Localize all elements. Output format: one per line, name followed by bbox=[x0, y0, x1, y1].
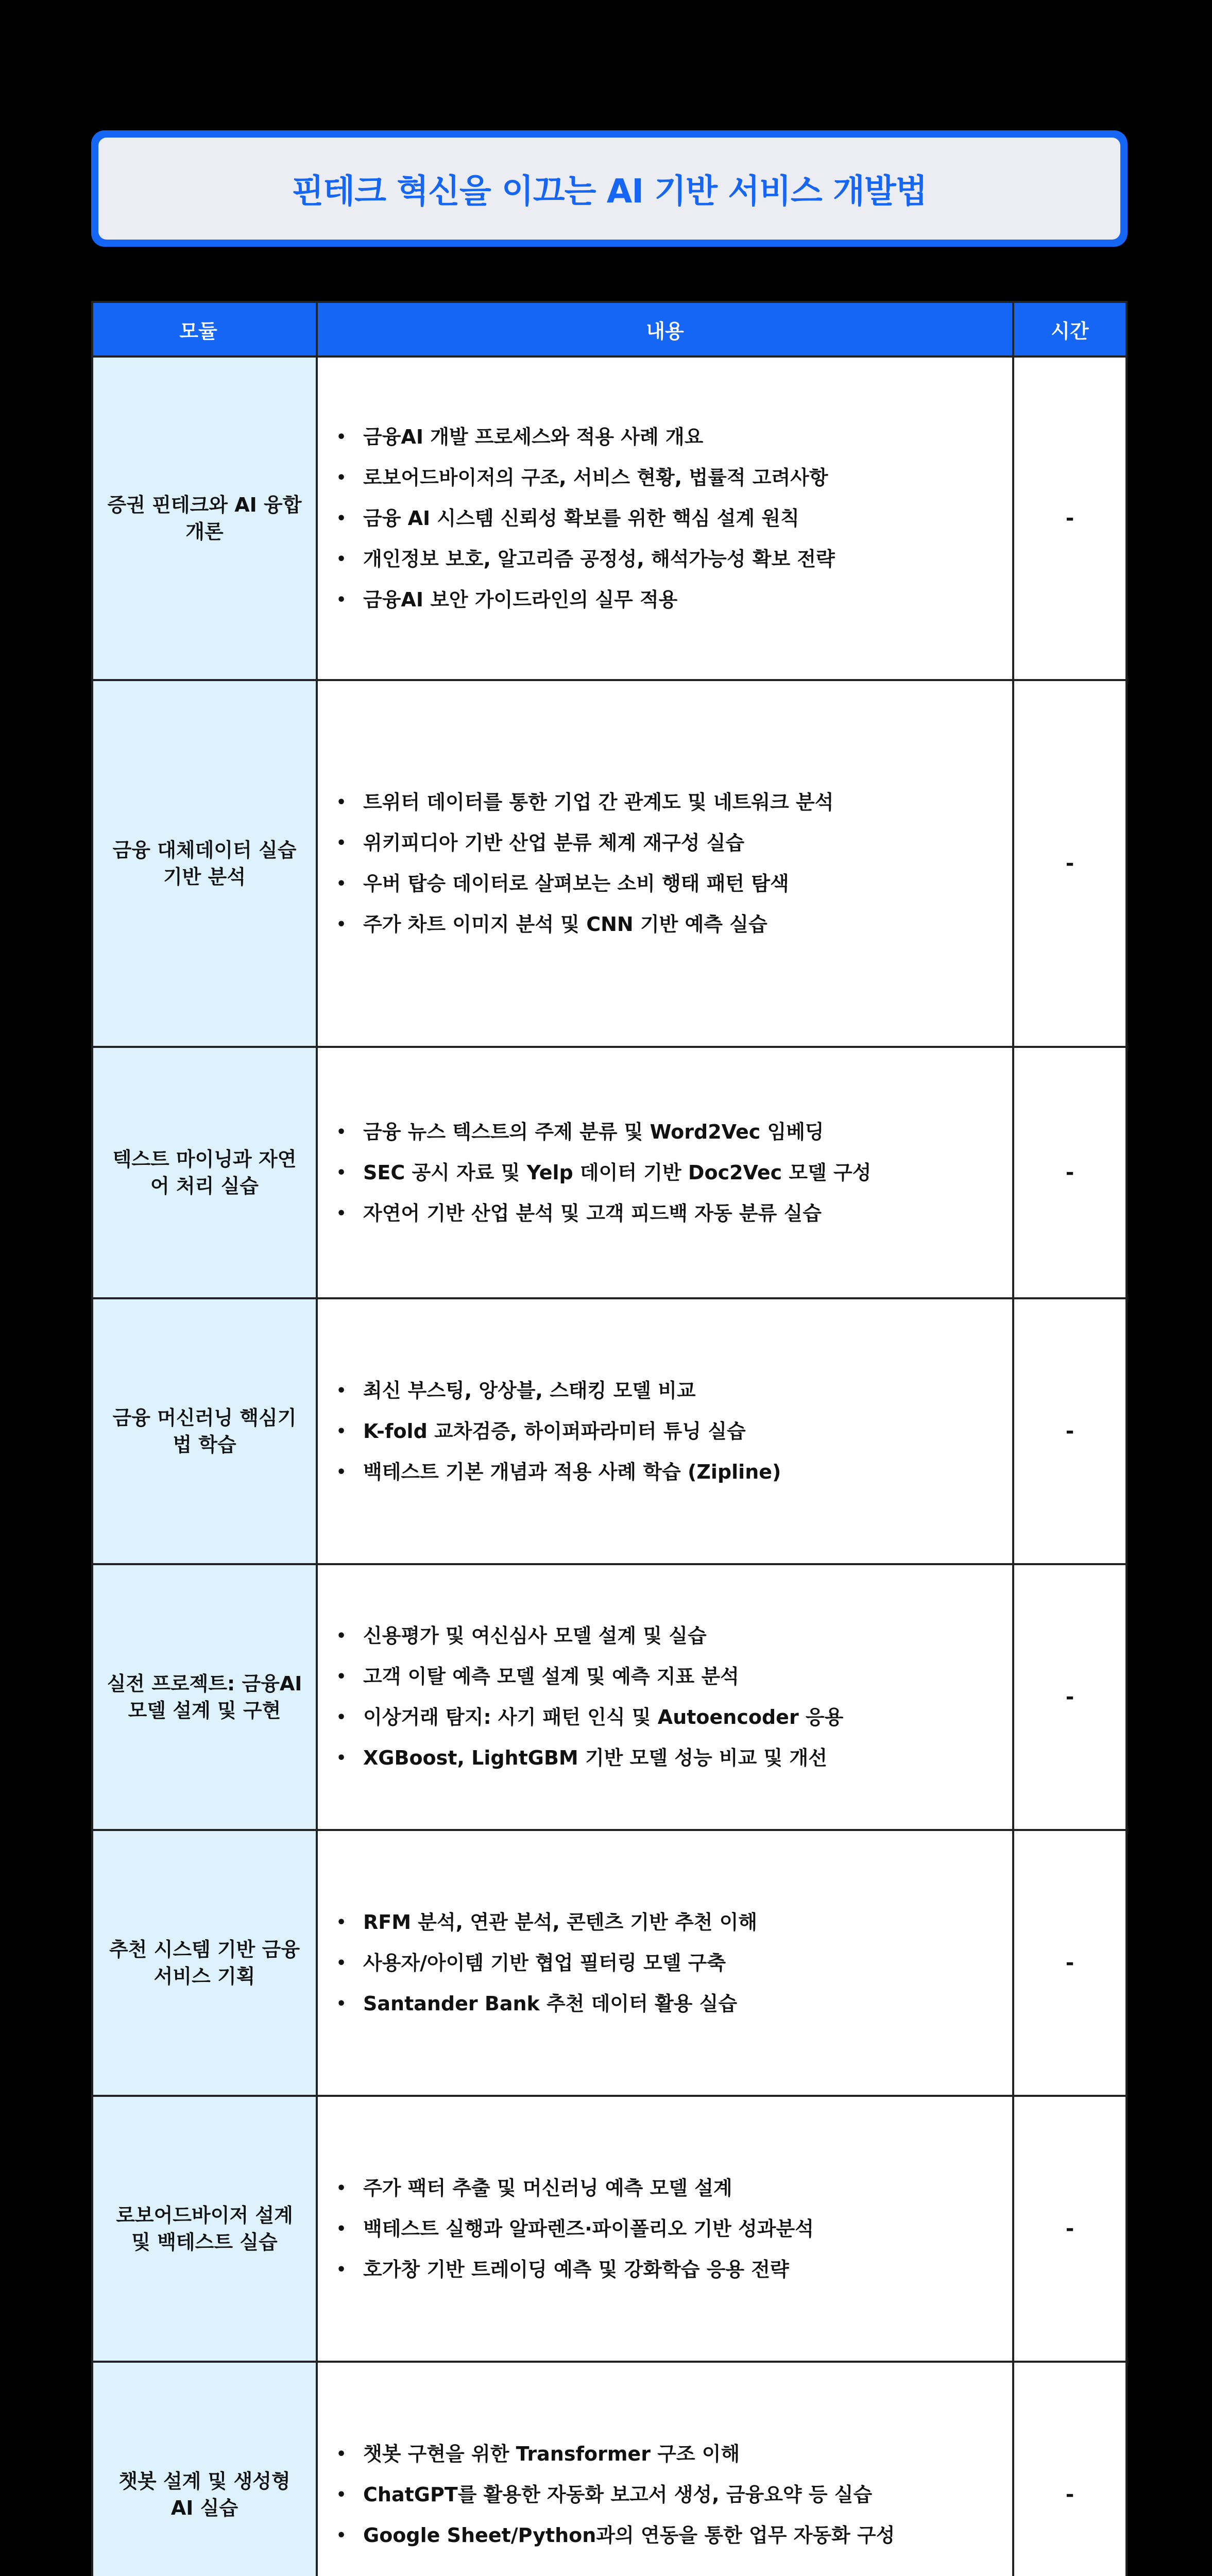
list-item: • 금융 AI 시스템 신뢰성 확보를 위한 핵심 설계 원칙 bbox=[333, 498, 835, 539]
module-content bbox=[318, 1831, 1014, 2095]
module-content bbox=[318, 681, 1014, 1046]
module-name: 텍스트 마이닝과 자연어 처리 실습 bbox=[93, 1048, 318, 1297]
content-list bbox=[333, 1616, 843, 1778]
module-content bbox=[318, 1299, 1014, 1563]
list-item: • XGBoost, LightGBM 기반 모델 성능 비교 및 개선 bbox=[333, 1738, 843, 1778]
module-time: - bbox=[1065, 852, 1074, 875]
header-module: 모듈 bbox=[93, 303, 318, 355]
list-item: • 챗봇 구현을 위한 Transformer 구조 이해 bbox=[333, 2434, 895, 2475]
module-content bbox=[318, 2363, 1014, 2576]
content-list bbox=[333, 2168, 814, 2290]
list-item: • Google Sheet/Python과의 연동을 통한 업무 자동화 구성 bbox=[333, 2515, 895, 2556]
title-banner bbox=[91, 130, 1128, 247]
list-item: • RFM 분석, 연관 분석, 콘텐츠 기반 추천 이해 bbox=[333, 1902, 757, 1943]
module-name: 금융 머신러닝 핵심기법 학습 bbox=[93, 1299, 318, 1563]
table-row bbox=[93, 1046, 1125, 1297]
table-row bbox=[93, 2095, 1125, 2361]
content-list bbox=[333, 1370, 781, 1493]
list-item: • SEC 공시 자료 및 Yelp 데이터 기반 Doc2Vec 모델 구성 bbox=[333, 1153, 871, 1193]
list-item: • 백테스트 기본 개념과 적용 사례 학습 (Zipline) bbox=[333, 1452, 781, 1493]
list-item: • 로보어드바이저의 구조, 서비스 현황, 법률적 고려사항 bbox=[333, 457, 835, 498]
curriculum-table bbox=[91, 301, 1128, 2576]
module-time: - bbox=[1065, 1951, 1074, 1975]
list-item: • 주가 팩터 추출 및 머신러닝 예측 모델 설계 bbox=[333, 2168, 814, 2209]
list-item: • 위키피디아 기반 산업 분류 체계 재구성 실습 bbox=[333, 823, 833, 863]
list-item: • ChatGPT를 활용한 자동화 보고서 생성, 금융요약 등 실습 bbox=[333, 2475, 895, 2515]
table-row bbox=[93, 679, 1125, 1046]
content-list bbox=[333, 1112, 871, 1234]
table-row bbox=[93, 2361, 1125, 2576]
title-inner bbox=[98, 138, 1120, 240]
module-content bbox=[318, 1565, 1014, 1829]
list-item: • 자연어 기반 산업 분석 및 고객 피드백 자동 분류 실습 bbox=[333, 1193, 871, 1234]
list-item: • 사용자/아이템 기반 협업 필터링 모델 구축 bbox=[333, 1943, 757, 1984]
content-list bbox=[333, 2434, 895, 2556]
module-name: 로보어드바이저 설계 및 백테스트 실습 bbox=[93, 2097, 318, 2361]
module-content bbox=[318, 358, 1014, 679]
page-title: 핀테크 혁신을 이끄는 AI 기반 서비스 개발법 bbox=[292, 173, 927, 211]
list-item: • 고객 이탈 예측 모델 설계 및 예측 지표 분석 bbox=[333, 1656, 843, 1697]
list-item: • 백테스트 실행과 알파렌즈·파이폴리오 기반 성과분석 bbox=[333, 2209, 814, 2249]
list-item: • 금융 뉴스 텍스트의 주제 분류 및 Word2Vec 임베딩 bbox=[333, 1112, 871, 1153]
list-item: • 이상거래 탐지: 사기 패턴 인식 및 Autoencoder 응용 bbox=[333, 1697, 843, 1738]
list-item: • 호가창 기반 트레이딩 예측 및 강화학습 응용 전략 bbox=[333, 2249, 814, 2290]
header-time: 시간 bbox=[1051, 319, 1089, 343]
header-content: 내용 bbox=[318, 303, 1014, 355]
module-content bbox=[318, 1048, 1014, 1297]
module-time: - bbox=[1065, 506, 1074, 530]
list-item: • 우버 탑승 데이터로 살펴보는 소비 행태 패턴 탐색 bbox=[333, 863, 833, 904]
module-name: 챗봇 설계 및 생성형 AI 실습 bbox=[93, 2363, 318, 2576]
content-list bbox=[333, 782, 833, 945]
content-list bbox=[333, 417, 835, 620]
list-item: • 신용평가 및 여신심사 모델 설계 및 실습 bbox=[333, 1616, 843, 1656]
module-name: 금융 대체데이터 실습 기반 분석 bbox=[93, 681, 318, 1046]
module-time: - bbox=[1065, 2483, 1074, 2506]
list-item: • K-fold 교차검증, 하이퍼파라미터 튜닝 실습 bbox=[333, 1411, 781, 1452]
list-item: • 개인정보 보호, 알고리즘 공정성, 해석가능성 확보 전략 bbox=[333, 539, 835, 580]
list-item: • 금융AI 보안 가이드라인의 실무 적용 bbox=[333, 580, 835, 620]
content-list bbox=[333, 1902, 757, 2024]
table-row bbox=[93, 1563, 1125, 1829]
list-item: • 금융AI 개발 프로세스와 적용 사례 개요 bbox=[333, 417, 835, 457]
list-item: • 최신 부스팅, 앙상블, 스태킹 모델 비교 bbox=[333, 1370, 781, 1411]
module-time: - bbox=[1065, 1161, 1074, 1184]
module-name: 추천 시스템 기반 금융 서비스 기획 bbox=[93, 1831, 318, 2095]
list-item: • Santander Bank 추천 데이터 활용 실습 bbox=[333, 1984, 757, 2024]
table-row bbox=[93, 1297, 1125, 1563]
list-item: • 주가 차트 이미지 분석 및 CNN 기반 예측 실습 bbox=[333, 904, 833, 945]
module-content bbox=[318, 2097, 1014, 2361]
list-item: • 트위터 데이터를 통한 기업 간 관계도 및 네트워크 분석 bbox=[333, 782, 833, 823]
table-header-row bbox=[93, 303, 1125, 355]
module-name: 실전 프로젝트: 금융AI 모델 설계 및 구현 bbox=[93, 1565, 318, 1829]
table-row bbox=[93, 1829, 1125, 2095]
module-time: - bbox=[1065, 1419, 1074, 1443]
module-time: - bbox=[1065, 2217, 1074, 2241]
table-row bbox=[93, 355, 1125, 679]
module-time: - bbox=[1065, 1685, 1074, 1709]
module-name: 증권 핀테크와 AI 융합 개론 bbox=[93, 358, 318, 679]
